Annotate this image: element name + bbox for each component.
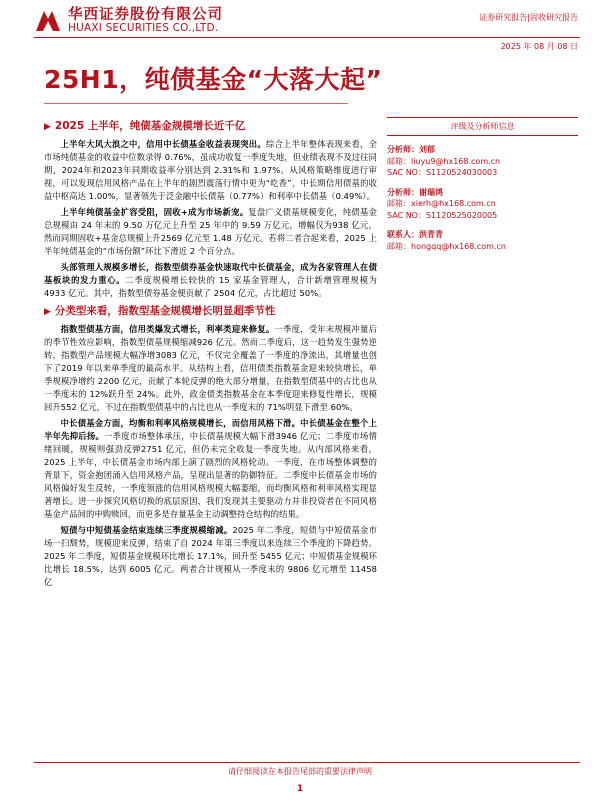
section-heading: ▶ 2025 上半年，纯债基金规模增长近千亿 [44,120,246,132]
paragraph-lead: 上半年大风大浪之中，信用中长债基金收益表现突出。 [60,139,266,149]
paragraph-lead: 上半年纯债基金扩容受阻，固收+成为市场新宠。 [60,207,249,217]
analyst-sac: SAC NO：S1120525020005 [387,210,498,220]
section-heading: ▶ 分类型来看，指数型基金规模增长明显超季节性 [44,305,276,317]
paragraph-text: 复盘广义债基规模变化，纯债基金总规模由 24 年末的 9.50 万亿元上升至 25 年中的 9.59 万亿元，增幅仅为938 亿元，然而同期固收+基金总规模上升2569 亿元至 1.48 万亿元。若将二者合起来看，2025 上半年纯债基金的“市场份额”环比下滑近 2 个百分点。 [44,207,377,256]
footer-divider [34,762,580,763]
paragraph-text: 2025 年二季度，短债与中短债基金市场一扫颓势，规模迎来反弹，结束了自 2024 年第三季度以来连续三个季度的下降趋势。2025 年二季度，短债基金规模环比增长 17.1%，回升至 5455 亿元；中短债基金规模环比增长 18.5%，达到 6005 亿元。两者合计规模从一季度末的 9806 亿元增至 11458 亿 [44,525,377,587]
company-name-en: HUAXI SECURITIES CO.,LTD. [68,22,219,34]
company-logo-icon [34,5,62,33]
page-number: 1 [296,784,304,794]
analyst-sidebar [387,117,578,252]
main-content [44,118,377,592]
paragraph [44,138,377,203]
title-underline [44,103,348,104]
contact-email[interactable]: 邮箱：hongqq@hx168.com.cn [387,241,506,251]
analyst-sac: SAC NO：S1120524030003 [387,168,498,177]
paragraph-lead: 头部管理人规模多增长，指数型债券基金快速取代中长债基金，成为各家管理人在债基板块的发力重心。 [44,262,377,285]
paragraph [44,323,377,414]
paragraph-lead: 指数型债基方面，信用类爆发式增长，利率类迎来修复。 [60,324,275,334]
analyst-email[interactable]: 邮箱：xierh@hx168.com.cn [387,199,496,208]
paragraph [44,261,377,300]
analyst-card [387,144,578,179]
paragraph [44,417,377,521]
paragraph-lead: 短债与中短债基金结束连续三季度规模缩减。 [60,525,233,535]
contact-name: 联系人：洪青青 [387,230,443,239]
report-type: 证券研究报告|固收研究报告 [479,13,578,22]
report-title: 25H1，纯债基金“大落大起” [44,65,383,94]
company-name-cn: 华西证券股份有限公司 [68,7,223,23]
analyst-card [387,187,578,222]
paragraph-lead: 中长债基金方面，均衡和利率风格规模增长，而信用风格下滑。中长债基金在整个上半年先抑后扬。 [44,418,377,441]
paragraph-text: 一季度，受年末规模冲量后的季节性效应影响，指数型债基规模缩减926 亿元。然而二季度后，这一趋势发生强势逆转，指数型产品规模大幅净增3083 亿元，不仅完全覆盖了一季度的净流出，其增量也创下了2019 年以来单季度的最高水平。从结构上看，信用债类指数基金迎来较快增长，单季规模净增约 2200 亿元，贡献了本轮反弹的绝大部分增量，在指数型债基中的占比也从一季度末的 12%跃升至 24%。此外，政金债类指数基金在本季度迎来修复性增长，规模回升552 亿元，不过在指数型债基中的占比也从一季度末的 71%明显下滑至 60%。 [44,324,377,412]
paragraph-text: 二季度规模增长较快的 15 家基金管理人，合计新增管理规模为 4933 亿元。其中，指数型债券基金便贡献了 2504 亿元，占比超过 50%。 [44,275,377,298]
paragraph-text: 综合上半年整体表现来看，全市场纯债基金的收益中位数录得 0.76%，虽成功收复一季度失地，但业绩表现不及过往同期，2024年和2023年同期收益率分别达到 2.31%和 1.97%。从风格策略维度进行审视，可以发现信用风格产品在上半年的剧烈震荡行情中更为“吃香”，中长期信用债基的收益中枢高达 1.00%，显著领先于泛金融中长债基（0.77%）和利率中长债基（0.49%）。 [44,139,377,201]
paragraph [44,206,377,258]
contact-card [387,229,578,252]
header-divider [34,37,580,38]
report-date: 2025 年 08 月 08 日 [500,42,578,51]
sidebar-heading: 评级及分析师信息 [387,117,578,136]
triangle-bullet-icon: ▶ [44,122,51,132]
analyst-name: 分析师：刘郁 [387,145,435,154]
legal-disclaimer: 请仔细阅读在本报告尾部的重要法律声明 [228,767,372,776]
paragraph [44,524,377,589]
paragraph-text: 一季度市场整体承压，中长债基规模大幅下滑3946 亿元；二季度市场情绪回暖，规模则强劲反弹2751 亿元，但仍未完全收复一季度失地。从内部风格来看，2025 上半年，中长债基金市场内部上演了剧烈的风格轮动。一季度，在市场整体调整的背景下，资金抱团涌入信用风格产品，呈现出显著的防御特征。二季度中长债基金市场的风格偏好发生反转，一季度领涨的信用风格规模大幅萎缩，而均衡风格和利率风格实现显著增长。进一步探究风格切换的底层原因，我们发现其主要驱动力并非投资者在不同风格基金产品间的申购赎回，而更多是存量基金主动调整持仓结构的结果。 [44,431,378,519]
analyst-email[interactable]: 邮箱：liuyu9@hx168.com.cn [387,156,501,166]
triangle-bullet-icon: ▶ [44,307,51,317]
analyst-name: 分析师：谢瑞鸿 [387,187,443,197]
